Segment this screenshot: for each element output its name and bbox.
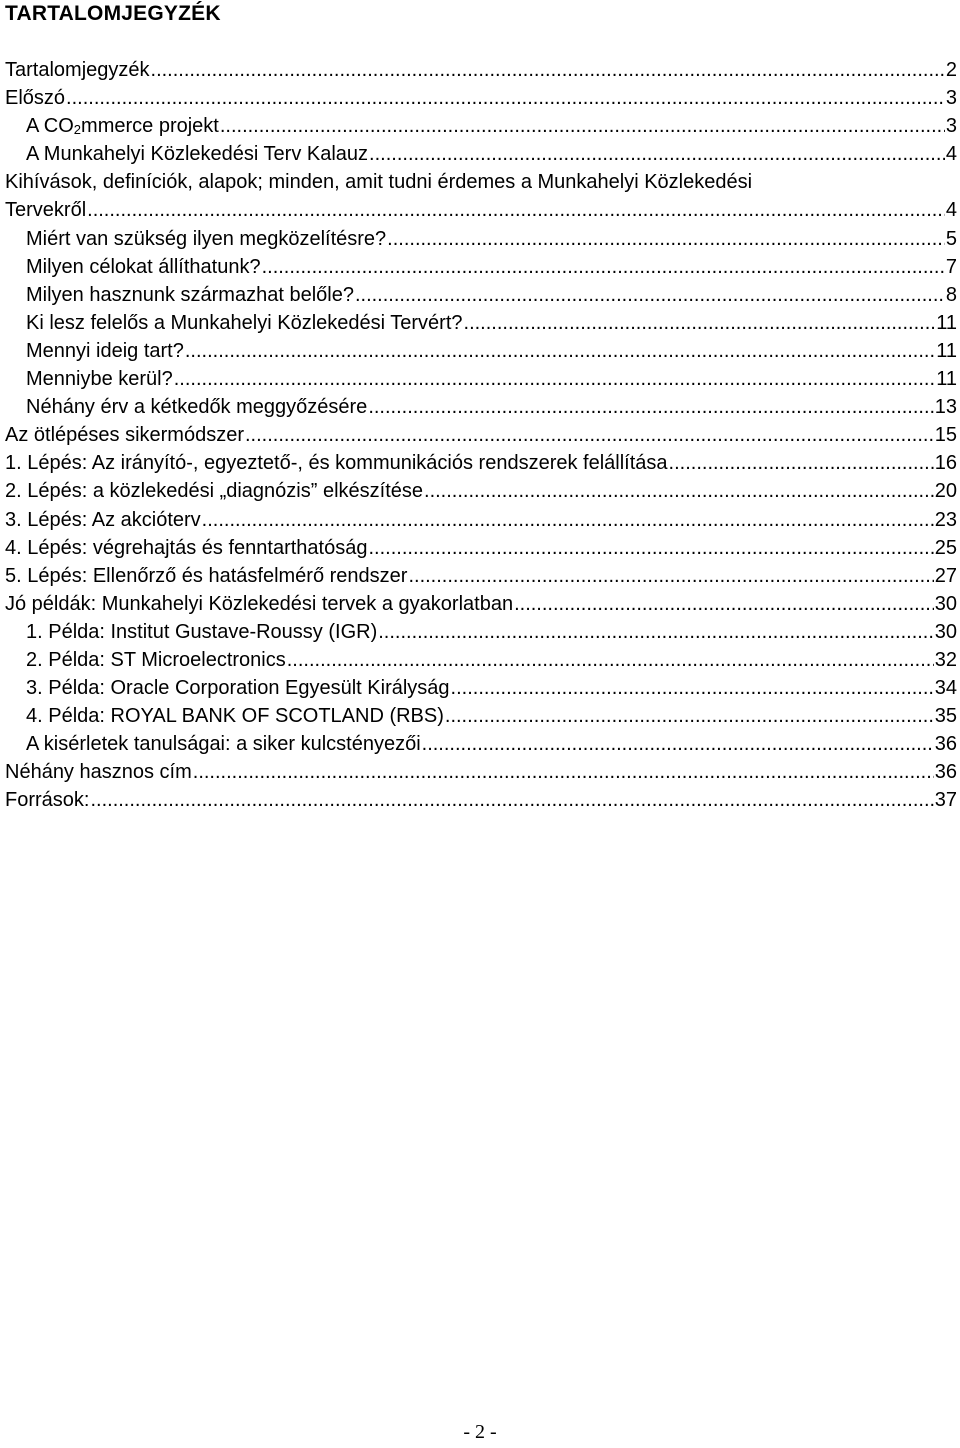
toc-dot-leader <box>245 421 934 449</box>
toc-entry[interactable] <box>0 702 960 730</box>
toc-entry[interactable] <box>0 365 960 393</box>
toc-entry[interactable] <box>0 196 960 224</box>
page-number-footer: - 2 - <box>463 1421 497 1443</box>
toc-dot-leader <box>368 393 933 421</box>
toc-dot-leader <box>66 84 945 112</box>
toc-page-number: 2 <box>945 59 957 81</box>
toc-entry[interactable] <box>0 281 960 309</box>
toc-page-number: 3 <box>945 87 957 110</box>
toc-entry-title: Tervekről <box>5 199 87 222</box>
toc-dot-leader <box>368 534 933 562</box>
toc-dot-leader <box>90 786 933 814</box>
toc-entry[interactable] <box>0 534 960 562</box>
toc-dot-leader <box>451 674 934 702</box>
toc-entry-title: Menniybe kerül? <box>26 368 173 391</box>
toc-entry-title: Előszó <box>5 87 66 110</box>
toc-entry-title <box>26 112 219 140</box>
toc-entry-title: Milyen hasznunk származhat belőle? <box>26 283 354 306</box>
toc-entry[interactable] <box>0 618 960 646</box>
toc-entry[interactable] <box>0 253 960 281</box>
toc-page-number: 37 <box>934 789 957 812</box>
toc-entry-title: 2. Lépés: a közlekedési „diagnózis” elkészítése <box>5 480 424 503</box>
toc-entry[interactable] <box>0 730 960 758</box>
toc-dot-leader <box>220 112 945 140</box>
toc-entry[interactable] <box>0 590 960 618</box>
toc-dot-leader <box>514 590 934 618</box>
table-of-contents <box>0 56 960 815</box>
toc-entry-title: Mennyi ideig tart? <box>26 339 184 362</box>
toc-entry-title: 1. Lépés: Az irányító-, egyeztető-, és kommunikációs rendszerek felállítása <box>5 452 668 475</box>
toc-entry[interactable] <box>0 225 960 253</box>
toc-entry-title: Néhány hasznos cím <box>5 761 192 784</box>
toc-entry-title: Források: <box>5 789 90 812</box>
toc-entry[interactable] <box>0 168 960 196</box>
toc-page-number: 30 <box>934 592 957 615</box>
toc-dot-leader <box>424 477 934 505</box>
toc-entry-title: Néhány érv a kétkedők meggyőzésére <box>26 396 368 419</box>
toc-entry-title: Miért van szükség ilyen megközelítésre? <box>26 227 387 250</box>
toc-entry[interactable] <box>0 140 960 168</box>
toc-page-number: 23 <box>934 508 957 531</box>
toc-page-number: 13 <box>934 396 957 419</box>
toc-entry[interactable] <box>0 56 960 84</box>
toc-entry[interactable] <box>0 758 960 786</box>
toc-dot-leader <box>185 337 935 365</box>
toc-entry[interactable] <box>0 112 960 140</box>
toc-page-number: 32 <box>934 648 957 671</box>
toc-dot-leader <box>202 506 934 534</box>
toc-dot-leader <box>193 758 934 786</box>
toc-page-number: 15 <box>934 424 957 447</box>
toc-dot-leader <box>422 730 934 758</box>
toc-page-number: 36 <box>934 733 957 756</box>
toc-entry[interactable] <box>0 449 960 477</box>
toc-page-number: 34 <box>934 677 957 700</box>
toc-dot-leader <box>387 225 945 253</box>
toc-page-number: 27 <box>934 564 957 587</box>
toc-page-number: 4 <box>945 143 957 166</box>
toc-title-subscript: 2 <box>73 122 82 138</box>
toc-page-number: 4 <box>945 199 957 222</box>
toc-dot-leader <box>369 140 945 168</box>
toc-entry-title: Kihívások, definíciók, alapok; minden, amit tudni érdemes a Munkahelyi Közlekedési <box>5 171 753 194</box>
toc-page-number: 8 <box>945 283 957 306</box>
toc-entry-title: 5. Lépés: Ellenőrző és hatásfelmérő rendszer <box>5 564 408 587</box>
toc-page-number: 36 <box>934 761 957 784</box>
toc-entry-title: Az ötlépéses sikermódszer <box>5 424 244 447</box>
toc-page-number: 5 <box>945 227 957 250</box>
toc-entry-title: 4. Lépés: végrehajtás és fenntarthatóság <box>5 536 368 559</box>
toc-entry-title: Milyen célokat állíthatunk? <box>26 255 261 278</box>
toc-entry-title: 1. Példa: Institut Gustave-Roussy (IGR) <box>26 620 378 643</box>
toc-dot-leader <box>87 196 945 224</box>
toc-dot-leader <box>174 365 935 393</box>
toc-page-number: 7 <box>945 255 957 278</box>
toc-page-number: 16 <box>934 452 957 475</box>
toc-page-number: 25 <box>934 536 957 559</box>
toc-entry-title: Tartalomjegyzék <box>5 59 150 81</box>
toc-entry[interactable] <box>0 477 960 505</box>
toc-entry-title: A Munkahelyi Közlekedési Terv Kalauz <box>26 143 369 166</box>
toc-entry[interactable] <box>0 337 960 365</box>
toc-dot-leader <box>262 253 945 281</box>
toc-entry[interactable] <box>0 646 960 674</box>
toc-entry[interactable] <box>0 84 960 112</box>
toc-page-number: 11 <box>936 339 957 362</box>
toc-entry-title: Jó példák: Munkahelyi Közlekedési tervek a gyakorlatban <box>5 592 514 615</box>
toc-page-number: 11 <box>936 311 957 334</box>
toc-entry-title: 3. Lépés: Az akcióterv <box>5 508 201 531</box>
toc-entry[interactable] <box>0 506 960 534</box>
toc-entry[interactable] <box>0 674 960 702</box>
toc-entry[interactable] <box>0 309 960 337</box>
toc-entry[interactable] <box>0 421 960 449</box>
toc-page-number: 11 <box>936 368 957 391</box>
toc-dot-leader <box>669 449 934 477</box>
toc-entry-title: Ki lesz felelős a Munkahelyi Közlekedési Tervért? <box>26 311 463 334</box>
toc-page-number: 30 <box>934 620 957 643</box>
toc-entry-title: 2. Példa: ST Microelectronics <box>26 648 286 671</box>
toc-entry[interactable] <box>0 393 960 421</box>
toc-dot-leader <box>355 281 945 309</box>
toc-dot-leader <box>408 562 933 590</box>
toc-title-prefix: A CO <box>26 115 74 138</box>
toc-dot-leader <box>445 702 934 730</box>
toc-entry-title: A kisérletek tanulságai: a siker kulcstényezői <box>26 733 421 756</box>
toc-entry[interactable] <box>0 786 960 814</box>
page-title: TARTALOMJEGYZÉK <box>5 2 221 25</box>
toc-dot-leader <box>378 618 934 646</box>
toc-page-number: 35 <box>934 705 957 728</box>
toc-page-number: 20 <box>934 480 957 503</box>
toc-page-number: 3 <box>945 115 957 138</box>
toc-dot-leader <box>151 56 945 84</box>
toc-dot-leader <box>287 646 934 674</box>
toc-entry-title: 4. Példa: ROYAL BANK OF SCOTLAND (RBS) <box>26 705 444 728</box>
toc-dot-leader <box>464 309 936 337</box>
toc-entry[interactable] <box>0 562 960 590</box>
toc-title-suffix: mmerce projekt <box>81 115 219 138</box>
toc-entry-title: 3. Példa: Oracle Corporation Egyesült Királyság <box>26 677 450 700</box>
